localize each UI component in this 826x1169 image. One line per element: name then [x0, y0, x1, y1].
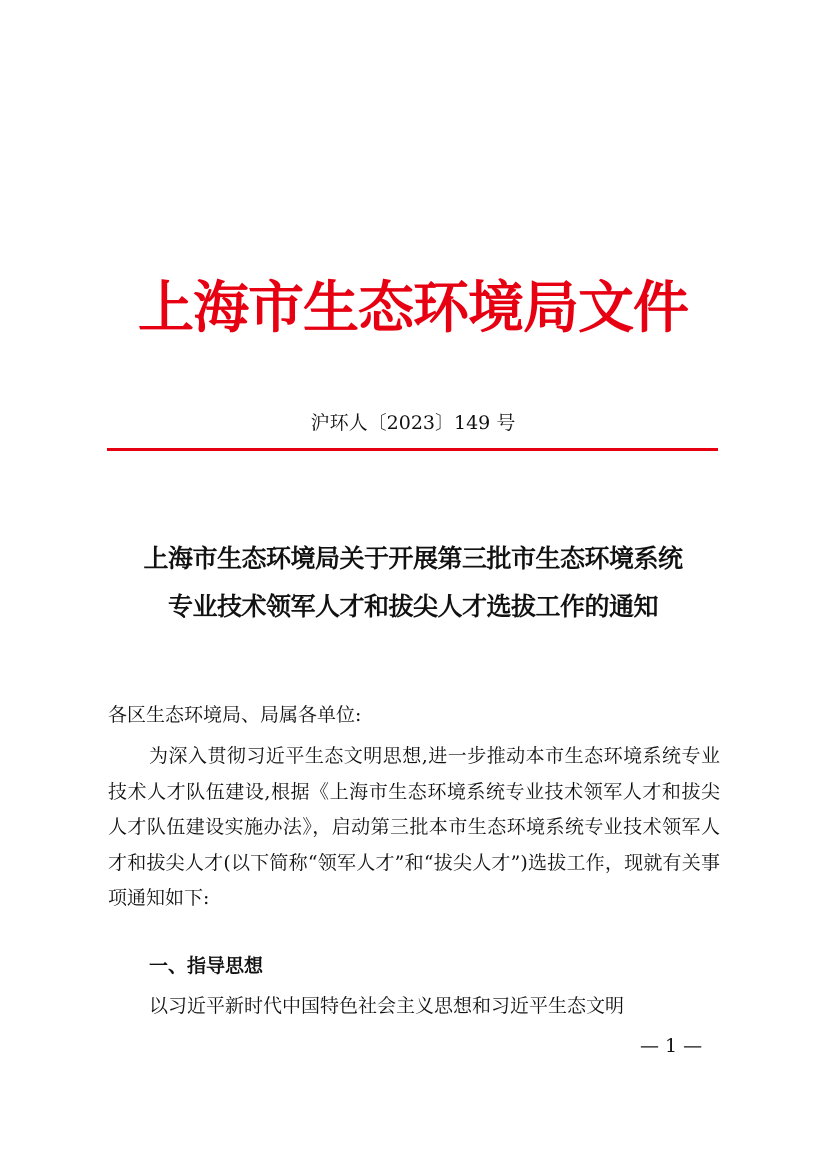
body-paragraph-1: 为深入贯彻习近平生态文明思想,进一步推动本市生态环境系统专业技术人才队伍建设,根据《上海市生态环境系统专业技术领军人才和拔尖人才队伍建设实施办法》，启动第三批本市生态环境系统专业技术领军人才和拔尖人才(以下简称“领军人才”和“拔尖人才”)选拔工作，现就有关事项通知如下:: [108, 745, 720, 909]
page-number: — 1 —: [640, 1035, 703, 1057]
notice-title-line-1: 上海市生态环境局关于开展第三批市生态环境系统: [143, 544, 683, 573]
body-paragraph-2: 以习近平新时代中国特色社会主义思想和习近平生态文明: [149, 995, 625, 1017]
document-number: 沪环人〔2023〕149 号: [310, 412, 516, 434]
document-header-title: 上海市生态环境局文件: [138, 275, 688, 341]
red-divider-line: [107, 448, 718, 451]
notice-title-line-2: 专业技术领军人才和拔尖人才选拔工作的通知: [167, 592, 658, 621]
salutation: 各区生态环境局、局属各单位:: [108, 704, 362, 726]
section-heading-guiding-ideology: 一、指导思想: [149, 955, 264, 977]
notice-title: [0, 535, 826, 631]
